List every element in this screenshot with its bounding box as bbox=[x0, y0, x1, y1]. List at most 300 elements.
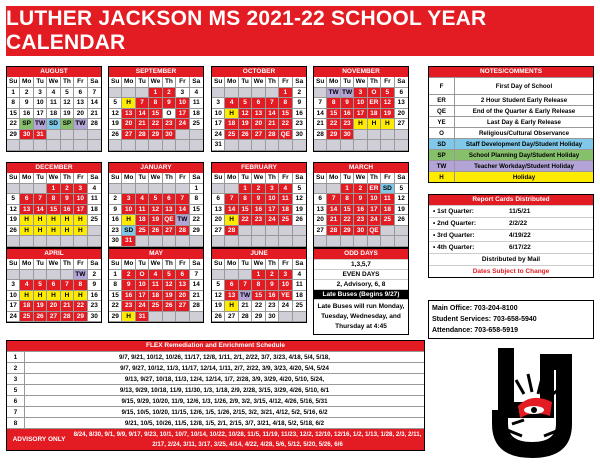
empty-day bbox=[7, 236, 20, 247]
day-cell: 16 bbox=[252, 205, 265, 216]
empty-day bbox=[109, 184, 122, 195]
notes-title: NOTES/COMMENTS bbox=[429, 67, 593, 77]
flex-period: 7 bbox=[7, 407, 25, 417]
note-code: TW bbox=[429, 161, 455, 171]
weekday-header: Sa bbox=[395, 77, 408, 88]
day-cell: 12 bbox=[109, 109, 122, 120]
empty-day bbox=[354, 130, 367, 141]
day-cell: 16 bbox=[20, 109, 33, 120]
weekday-header: Tu bbox=[341, 77, 354, 88]
day-cell: 23 bbox=[88, 301, 101, 312]
day-cell: 9 bbox=[20, 98, 33, 109]
day-cell: 18 bbox=[293, 291, 306, 302]
note-row bbox=[429, 171, 593, 182]
day-cell: QE bbox=[163, 215, 176, 226]
weekday-header: Tu bbox=[136, 259, 149, 270]
day-cell: 1 bbox=[109, 270, 122, 281]
day-cell: 2 bbox=[88, 270, 101, 281]
weekday-header: Su bbox=[109, 259, 122, 270]
flex-period: 3 bbox=[7, 374, 25, 384]
empty-day bbox=[7, 270, 20, 281]
day-cell: H bbox=[225, 109, 238, 120]
even-days-title: EVEN DAYS bbox=[314, 269, 408, 279]
empty-day bbox=[395, 236, 408, 247]
day-cell: H bbox=[61, 226, 74, 237]
day-cell: 20 bbox=[252, 119, 265, 130]
weekday-header: Tu bbox=[239, 173, 252, 184]
flex-row bbox=[7, 395, 424, 406]
quarter-date: 6/17/22 bbox=[509, 244, 531, 251]
note-code: F bbox=[429, 78, 455, 94]
weekday-header: Tu bbox=[34, 173, 47, 184]
empty-day bbox=[190, 140, 203, 151]
day-cell: 1 bbox=[279, 88, 292, 99]
report-cards-title: Report Cards Distributed bbox=[429, 195, 593, 205]
day-cell: 23 bbox=[109, 226, 122, 237]
weekday-header: We bbox=[354, 77, 367, 88]
day-cell: 9 bbox=[61, 194, 74, 205]
day-cell: 5 bbox=[61, 88, 74, 99]
day-cell: 10 bbox=[354, 98, 367, 109]
weekday-header: Tu bbox=[34, 259, 47, 270]
day-cell: 5 bbox=[239, 98, 252, 109]
day-cell: 29 bbox=[149, 130, 162, 141]
day-cell: 11 bbox=[381, 194, 394, 205]
empty-day bbox=[163, 236, 176, 247]
day-cell: 10 bbox=[212, 109, 225, 120]
day-cell: H bbox=[354, 119, 367, 130]
day-cell: 14 bbox=[327, 205, 340, 216]
day-cell: 23 bbox=[122, 301, 135, 312]
day-cell: 26 bbox=[109, 130, 122, 141]
empty-day bbox=[266, 236, 279, 247]
day-cell: 8 bbox=[149, 98, 162, 109]
day-cell: SD bbox=[47, 119, 60, 130]
weekday-header: Fr bbox=[381, 77, 394, 88]
day-cell: 20 bbox=[314, 215, 327, 226]
day-cell: 4 bbox=[136, 194, 149, 205]
weekday-header: Su bbox=[212, 259, 225, 270]
day-cell: 21 bbox=[239, 301, 252, 312]
empty-day bbox=[163, 184, 176, 195]
day-cell: 6 bbox=[163, 194, 176, 205]
day-cell: 25 bbox=[88, 215, 101, 226]
day-cell: H bbox=[47, 226, 60, 237]
day-cell: 26 bbox=[149, 226, 162, 237]
day-cell: 5 bbox=[293, 184, 306, 195]
day-cell: 11 bbox=[190, 98, 203, 109]
day-cell: 30 bbox=[109, 236, 122, 247]
day-cell: 22 bbox=[74, 301, 87, 312]
flex-row bbox=[7, 362, 424, 373]
day-cell: TW bbox=[176, 215, 189, 226]
day-cell: 27 bbox=[252, 130, 265, 141]
day-cell: 13 bbox=[20, 205, 33, 216]
day-cell: 26 bbox=[293, 215, 306, 226]
weekday-header: Mo bbox=[122, 77, 135, 88]
weekday-header: We bbox=[252, 259, 265, 270]
day-cell: 9 bbox=[88, 280, 101, 291]
flex-row bbox=[7, 373, 424, 384]
day-cell: 26 bbox=[34, 312, 47, 323]
day-cell: 21 bbox=[61, 301, 74, 312]
flex-period: 1 bbox=[7, 352, 25, 362]
day-cell: 28 bbox=[176, 226, 189, 237]
day-cell: 26 bbox=[7, 226, 20, 237]
flex-title: FLEX Remediation and Enrichment Schedule bbox=[7, 341, 424, 351]
day-cell: 17 bbox=[266, 205, 279, 216]
empty-day bbox=[122, 88, 135, 99]
day-cell: 5 bbox=[34, 280, 47, 291]
weekday-header: Su bbox=[7, 173, 20, 184]
weekday-header: Th bbox=[61, 77, 74, 88]
empty-day bbox=[314, 236, 327, 247]
note-text: End of the Quarter & Early Release bbox=[472, 108, 576, 115]
day-cell: TW bbox=[74, 119, 87, 130]
day-cell: 16 bbox=[354, 205, 367, 216]
empty-day bbox=[109, 88, 122, 99]
day-cell: 15 bbox=[47, 205, 60, 216]
day-cell: 27 bbox=[314, 226, 327, 237]
empty-day bbox=[225, 270, 238, 281]
day-cell: 25 bbox=[381, 215, 394, 226]
weekday-header: We bbox=[252, 77, 265, 88]
day-cell: 3 bbox=[74, 184, 87, 195]
day-cell: 28 bbox=[190, 301, 203, 312]
month-february bbox=[211, 162, 307, 248]
empty-day bbox=[176, 140, 189, 151]
day-cell: H bbox=[34, 291, 47, 302]
month-june bbox=[211, 248, 307, 323]
day-cell: 11 bbox=[47, 98, 60, 109]
advisory-dates: 8/24, 8/30, 9/1, 9/9, 9/17, 9/23, 10/1, 10/7, 10/14, 10/22, 10/28, 11/5, 11/19, 11/23, 12/2, 12/10, 12/16, 1/2, 1/13, 1/28, 2/3, 2/11, 2/17, 2/24, 3/11, 3/17, 3/25, 4/14, 4/22, 4/28, 5/6, 5/12, 5/20, 5/26, 6/6 bbox=[71, 429, 424, 450]
empty-day bbox=[381, 140, 394, 151]
day-cell: H bbox=[47, 215, 60, 226]
day-cell: 1 bbox=[239, 184, 252, 195]
empty-day bbox=[252, 236, 265, 247]
day-cell: 21 bbox=[266, 119, 279, 130]
note-code: O bbox=[429, 128, 455, 138]
day-cell: 4 bbox=[225, 98, 238, 109]
day-cell: O bbox=[368, 88, 381, 99]
day-cell: 17 bbox=[74, 205, 87, 216]
weekday-header: We bbox=[47, 259, 60, 270]
empty-day bbox=[88, 130, 101, 141]
main-office-phone: Main Office: 703-204-8100 bbox=[432, 305, 518, 312]
flex-row bbox=[7, 384, 424, 395]
weekday-header: Su bbox=[7, 259, 20, 270]
dates-subject-warning: Dates Subject to Change bbox=[429, 265, 593, 277]
month-title: OCTOBER bbox=[212, 67, 306, 77]
day-cell: 27 bbox=[122, 130, 135, 141]
day-cell: H bbox=[122, 215, 135, 226]
empty-day bbox=[327, 140, 340, 151]
odd-even-panel bbox=[313, 248, 409, 335]
report-card-row bbox=[429, 205, 593, 217]
weekday-header: Sa bbox=[88, 173, 101, 184]
empty-day bbox=[252, 140, 265, 151]
day-cell: 15 bbox=[252, 291, 265, 302]
day-cell: 1 bbox=[149, 88, 162, 99]
day-cell: H bbox=[74, 291, 87, 302]
quarter-label: • 4th Quarter: bbox=[433, 244, 475, 251]
day-cell: 7 bbox=[225, 194, 238, 205]
day-cell: 17 bbox=[368, 205, 381, 216]
day-cell: SP bbox=[20, 119, 33, 130]
day-cell: H bbox=[122, 312, 135, 323]
day-cell: 12 bbox=[7, 205, 20, 216]
day-cell: 13 bbox=[74, 98, 87, 109]
day-cell: 22 bbox=[149, 119, 162, 130]
day-cell: 18 bbox=[149, 291, 162, 302]
flex-period: 8 bbox=[7, 418, 25, 428]
weekday-header: Th bbox=[266, 259, 279, 270]
day-cell: 26 bbox=[212, 312, 225, 323]
day-cell: 18 bbox=[381, 205, 394, 216]
empty-day bbox=[20, 184, 33, 195]
day-cell: 10 bbox=[176, 98, 189, 109]
day-cell: 24 bbox=[212, 130, 225, 141]
weekday-header: Th bbox=[368, 77, 381, 88]
day-cell: 1 bbox=[7, 88, 20, 99]
day-cell: 10 bbox=[74, 194, 87, 205]
day-cell: 22 bbox=[239, 215, 252, 226]
day-cell: 15 bbox=[239, 205, 252, 216]
day-cell: H bbox=[381, 119, 394, 130]
day-cell: 3 bbox=[176, 88, 189, 99]
day-cell: 23 bbox=[354, 215, 367, 226]
day-cell: 5 bbox=[395, 184, 408, 195]
weekday-header: Mo bbox=[20, 173, 33, 184]
month-march bbox=[313, 162, 409, 248]
weekday-header: Su bbox=[212, 173, 225, 184]
month-october bbox=[211, 66, 307, 152]
day-cell: 3 bbox=[34, 88, 47, 99]
empty-day bbox=[395, 140, 408, 151]
calendar-title: LUTHER JACKSON MS 2021-22 SCHOOL YEAR CALENDAR bbox=[6, 6, 594, 56]
day-cell: H bbox=[225, 215, 238, 226]
day-cell: H bbox=[61, 215, 74, 226]
empty-day bbox=[395, 130, 408, 141]
day-cell: 7 bbox=[327, 194, 340, 205]
day-cell: 11 bbox=[293, 280, 306, 291]
quarter-date: 4/19/22 bbox=[509, 232, 531, 239]
empty-day bbox=[381, 130, 394, 141]
day-cell: 8 bbox=[74, 280, 87, 291]
empty-day bbox=[122, 184, 135, 195]
month-august bbox=[6, 66, 102, 152]
empty-day bbox=[368, 236, 381, 247]
day-cell: H bbox=[20, 215, 33, 226]
empty-day bbox=[88, 236, 101, 247]
day-cell: 24 bbox=[266, 215, 279, 226]
empty-day bbox=[20, 236, 33, 247]
flex-schedule bbox=[6, 340, 425, 451]
weekday-header: Fr bbox=[279, 173, 292, 184]
month-title: DECEMBER bbox=[7, 163, 101, 173]
day-cell: 2 bbox=[61, 184, 74, 195]
day-cell: 21 bbox=[327, 215, 340, 226]
day-cell: H bbox=[368, 119, 381, 130]
report-card-row bbox=[429, 229, 593, 241]
day-cell: 14 bbox=[314, 109, 327, 120]
day-cell: 1 bbox=[341, 184, 354, 195]
empty-day bbox=[34, 270, 47, 281]
empty-day bbox=[293, 312, 306, 323]
day-cell: 24 bbox=[136, 301, 149, 312]
day-cell: 14 bbox=[136, 109, 149, 120]
note-text: Last Day & Early Release bbox=[487, 119, 561, 126]
month-title: NOVEMBER bbox=[314, 67, 408, 77]
empty-day bbox=[266, 88, 279, 99]
day-cell: 19 bbox=[34, 301, 47, 312]
day-cell: 3 bbox=[354, 88, 367, 99]
day-cell: 5 bbox=[163, 270, 176, 281]
empty-day bbox=[136, 184, 149, 195]
month-title: JANUARY bbox=[109, 163, 203, 173]
day-cell: 2 bbox=[252, 184, 265, 195]
day-cell: 19 bbox=[149, 215, 162, 226]
day-cell: 29 bbox=[7, 130, 20, 141]
day-cell: 10 bbox=[279, 280, 292, 291]
note-code: SP bbox=[429, 150, 455, 160]
day-cell: 15 bbox=[327, 109, 340, 120]
day-cell: 3 bbox=[7, 280, 20, 291]
day-cell: 22 bbox=[252, 301, 265, 312]
empty-day bbox=[34, 140, 47, 151]
day-cell: 12 bbox=[381, 98, 394, 109]
day-cell: 23 bbox=[341, 119, 354, 130]
day-cell: 30 bbox=[341, 130, 354, 141]
empty-day bbox=[279, 226, 292, 237]
day-cell: 18 bbox=[190, 109, 203, 120]
empty-day bbox=[163, 312, 176, 323]
even-days-value: 2, Advisory, 6, 8 bbox=[314, 279, 408, 289]
day-cell: 24 bbox=[7, 312, 20, 323]
day-cell: 10 bbox=[368, 194, 381, 205]
day-cell: 6 bbox=[212, 194, 225, 205]
weekday-header: Fr bbox=[381, 173, 394, 184]
day-cell: 6 bbox=[176, 270, 189, 281]
day-cell: 6 bbox=[395, 88, 408, 99]
day-cell: 9 bbox=[109, 205, 122, 216]
day-cell: 8 bbox=[47, 194, 60, 205]
day-cell: 17 bbox=[354, 109, 367, 120]
day-cell: 17 bbox=[7, 301, 20, 312]
month-title: MAY bbox=[109, 249, 203, 259]
flex-period: 5 bbox=[7, 385, 25, 395]
note-row bbox=[429, 94, 593, 105]
weekday-header: Sa bbox=[88, 259, 101, 270]
day-cell: 6 bbox=[225, 280, 238, 291]
empty-day bbox=[279, 140, 292, 151]
day-cell: TW bbox=[327, 88, 340, 99]
month-december bbox=[6, 162, 102, 248]
weekday-header: We bbox=[354, 173, 367, 184]
day-cell: 19 bbox=[239, 119, 252, 130]
day-cell: 1 bbox=[252, 270, 265, 281]
day-cell: 12 bbox=[239, 109, 252, 120]
day-cell: 9 bbox=[266, 280, 279, 291]
month-title: FEBRUARY bbox=[212, 163, 306, 173]
note-code: YE bbox=[429, 117, 455, 127]
day-cell: 16 bbox=[61, 205, 74, 216]
day-cell: H bbox=[61, 291, 74, 302]
quarter-date: 2/2/22 bbox=[509, 220, 528, 227]
day-cell: 27 bbox=[47, 312, 60, 323]
day-cell: 30 bbox=[163, 130, 176, 141]
empty-day bbox=[34, 184, 47, 195]
day-cell: 19 bbox=[212, 301, 225, 312]
empty-day bbox=[47, 130, 60, 141]
month-title: SEPTEMBER bbox=[109, 67, 203, 77]
flex-dates: 9/13, 9/29, 10/18, 11/9, 11/30, 1/3, 1/18, 2/9, 2/28, 3/15, 3/29, 4/26, 5/10, 6/1 bbox=[119, 387, 330, 394]
day-cell: 30 bbox=[354, 226, 367, 237]
flex-row bbox=[7, 406, 424, 417]
day-cell: 24 bbox=[176, 119, 189, 130]
day-cell: 16 bbox=[109, 215, 122, 226]
weekday-header: Sa bbox=[190, 173, 203, 184]
student-services-phone: Student Services: 703-658-5940 bbox=[432, 316, 537, 323]
day-cell: 28 bbox=[136, 130, 149, 141]
note-text: School Planning Day/Student Holiday bbox=[468, 152, 580, 159]
flex-dates: 9/7, 9/21, 10/12, 10/26, 11/17, 12/8, 1/11, 2/1, 2/22, 3/7, 3/23, 4/18, 5/4, 5/18, bbox=[119, 354, 330, 361]
day-cell: 21 bbox=[136, 119, 149, 130]
weekday-header: We bbox=[149, 173, 162, 184]
day-cell: 18 bbox=[47, 109, 60, 120]
month-title: APRIL bbox=[7, 249, 101, 259]
flex-dates: 9/15, 9/29, 10/20, 11/9, 12/6, 1/3, 1/26, 2/9, 3/2, 3/15, 4/12, 4/26, 5/16, 5/31 bbox=[121, 398, 328, 405]
empty-day bbox=[74, 130, 87, 141]
note-text: Holiday bbox=[512, 174, 536, 181]
weekday-header: Fr bbox=[74, 77, 87, 88]
day-cell: 28 bbox=[225, 226, 238, 237]
weekday-header: Th bbox=[163, 77, 176, 88]
note-row bbox=[429, 138, 593, 149]
day-cell: 27 bbox=[395, 119, 408, 130]
note-text: Staff Development Day/Student Holiday bbox=[465, 141, 583, 148]
day-cell: 22 bbox=[7, 119, 20, 130]
empty-day bbox=[368, 140, 381, 151]
empty-day bbox=[293, 236, 306, 247]
day-cell: 13 bbox=[212, 205, 225, 216]
day-cell: 10 bbox=[122, 205, 135, 216]
weekday-header: Mo bbox=[327, 77, 340, 88]
day-cell: 9 bbox=[293, 98, 306, 109]
day-cell: 28 bbox=[314, 130, 327, 141]
day-cell: 13 bbox=[163, 205, 176, 216]
empty-day bbox=[314, 184, 327, 195]
day-cell: 14 bbox=[176, 205, 189, 216]
day-cell: 9 bbox=[122, 280, 135, 291]
empty-day bbox=[88, 140, 101, 151]
day-cell: 5 bbox=[109, 98, 122, 109]
day-cell: 11 bbox=[136, 205, 149, 216]
empty-day bbox=[163, 140, 176, 151]
day-cell: 5 bbox=[7, 194, 20, 205]
day-cell: 3 bbox=[122, 194, 135, 205]
day-cell: 15 bbox=[7, 109, 20, 120]
empty-day bbox=[381, 226, 394, 237]
day-cell: 4 bbox=[149, 270, 162, 281]
day-cell: 7 bbox=[239, 280, 252, 291]
empty-day bbox=[74, 236, 87, 247]
empty-day bbox=[314, 140, 327, 151]
day-cell: 26 bbox=[395, 215, 408, 226]
day-cell: TW bbox=[74, 270, 87, 281]
weekday-header: Mo bbox=[122, 173, 135, 184]
weekday-header: Th bbox=[61, 259, 74, 270]
